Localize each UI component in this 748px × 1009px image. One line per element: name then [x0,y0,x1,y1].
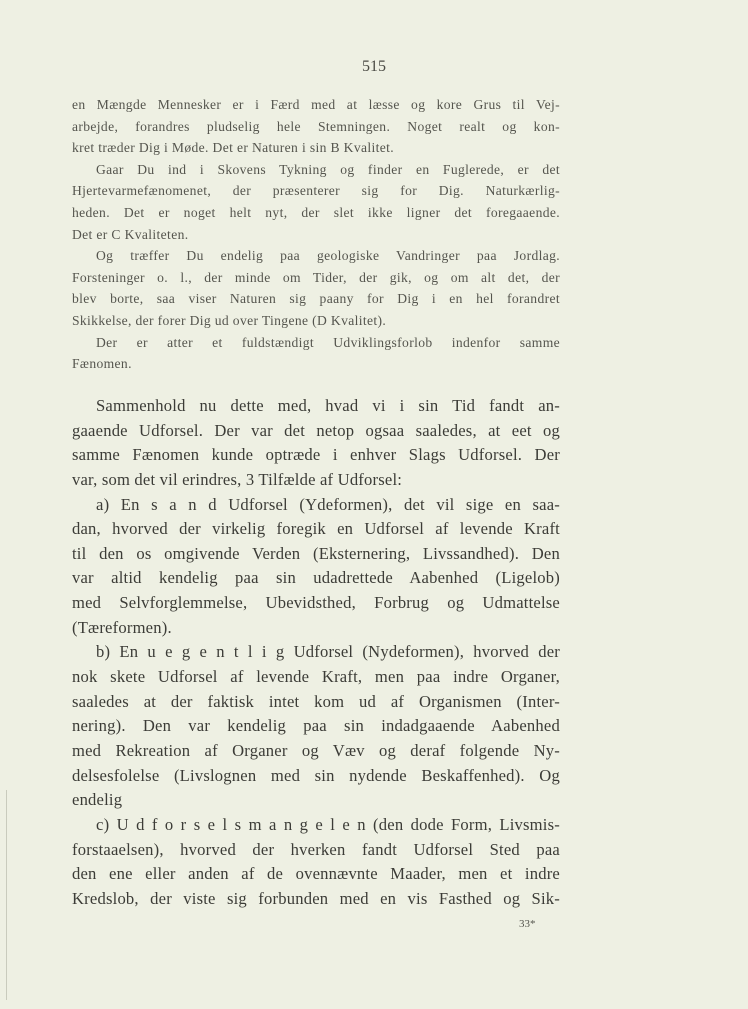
text-line: saaledes at der faktisk intet kom ud af Organismen (Inter- [72,691,560,711]
text-line: nering). Den var kendelig paa sin indadgaaende Aabenhed [72,716,560,736]
text-line: Sammenhold nu dette med, hvad vi i sin Tid fandt an- [96,396,560,415]
text-line: arbejde, forandres pludselig hele Stemningen. Noget realt og kon- [72,118,560,134]
text-line: nok skete Udforsel af levende Kraft, men paa indre Organer, [72,667,560,687]
text-line: dan, hvorved der virkelig foregik en Udforsel af levende Kraft [72,519,560,539]
signature-mark: 33* [519,918,536,930]
text-line: Gaar Du ind i Skovens Tykning og finder en Fuglerede, er det [96,161,560,177]
text-line: gaaende Udforsel. Der var det netop ogsaa saaledes, at eet og [72,420,560,440]
text-line: Og træffer Du endelig paa geologiske Vandringer paa Jordlag. [96,248,560,264]
text-line: Det er C Kvaliteten. [72,226,189,242]
text-line: Skikkelse, der forer Dig ud over Tingene (D Kvalitet). [72,312,387,328]
text-line: a) En s a n d Udforsel (Ydeformen), det vil sige en saa- [96,494,560,514]
text-line: (Tæreformen). [72,617,172,637]
text-line: endelig [72,790,123,810]
text-line: til den os omgivende Verden (Eksternering, Livssandhed). Den [72,543,560,563]
text-line: Forsteninger o. l., der minde om Tider, der gik, og om alt det, der [72,269,560,285]
text-line: samme Fænomen kunde optræde i enhver Slags Udforsel. Der [72,445,560,465]
text-line: forstaaelsen), hvorved der hverken fandt Udforsel Sted paa [72,839,560,859]
text-line: Der er atter et fuldstændigt Udviklingsforlob indenfor samme [96,334,560,350]
text-line: b) En u e g e n t l i g Udforsel (Nydeformen), hvorved der [96,642,560,662]
text-line: kret træder Dig i Møde. Det er Naturen i sin B Kvalitet. [72,140,394,156]
main-text-section [72,394,560,911]
text-line: var altid kendelig paa sin udadrettede Aabenhed (Ligelob) [72,568,560,588]
text-line: blev borte, saa viser Naturen sig paany for Dig i en hel forandret [72,291,560,307]
text-line: c) U d f o r s e l s m a n g e l e n (den dode Form, Livsmis- [96,814,560,834]
small-print-section [72,94,560,375]
page-number: 515 [362,58,386,75]
text-line: Hjertevarmefænomenet, der præsenterer sig for Dig. Naturkærlig- [72,183,560,199]
text-line: Fænomen. [72,356,132,372]
scan-artifact-line [6,790,7,1000]
text-line: med Selvforglemmelse, Ubevidsthed, Forbrug og Udmattelse [72,593,560,613]
text-line: den ene eller anden af de ovennævnte Maader, men et indre [72,864,560,884]
text-line: delsesfolelse (Livslognen med sin nydende Beskaffenhed). Og [72,765,560,785]
text-line: en Mængde Mennesker er i Færd med at læsse og kore Grus til Vej- [72,97,560,112]
text-line: heden. Det er noget helt nyt, der slet ikke ligner det foregaaende. [72,204,560,220]
text-line: med Rekreation af Organer og Væv og deraf folgende Ny- [72,740,560,760]
text-line: var, som det vil erindres, 3 Tilfælde af Udforsel: [72,469,403,489]
text-line: Kredslob, der viste sig forbunden med en vis Fasthed og Sik- [72,888,560,908]
